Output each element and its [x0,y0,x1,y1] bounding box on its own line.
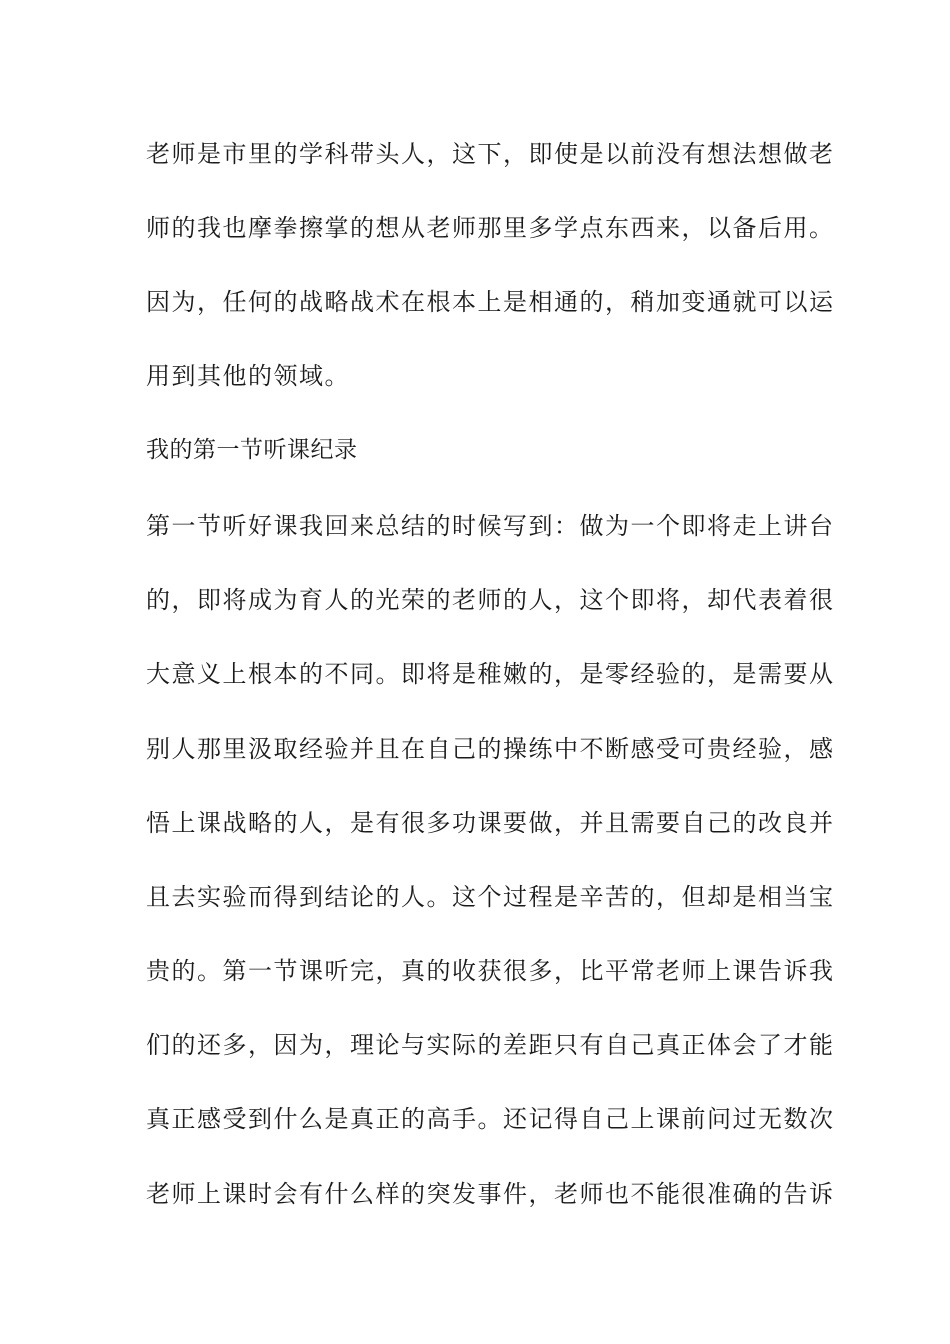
paragraph-2-line-5: 悟上课战略的人，是有很多功课要做，并且需要自己的改良并 [146,809,835,837]
section-heading: 我的第一节听课纪录 [146,437,358,463]
paragraph-2-line-4: 别人那里汲取经验并且在自己的操练中不断感受可贵经验，感 [146,735,835,763]
paragraph-1-line-2: 师的我也摩拳擦掌的想从老师那里多学点东西来，以备后用。 [146,214,835,242]
paragraph-2-line-8: 们的还多，因为，理论与实际的差距只有自己真正体会了才能 [146,1031,835,1059]
paragraph-2-line-6: 且去实验而得到结论的人。这个过程是辛苦的，但却是相当宝 [146,883,835,911]
paragraph-2-line-3: 大意义上根本的不同。即将是稚嫩的，是零经验的，是需要从 [146,660,835,688]
paragraph-1-line-3: 因为，任何的战略战术在根本上是相通的，稍加变通就可以运 [146,288,835,316]
paragraph-1-line-1: 老师是市里的学科带头人，这下，即使是以前没有想法想做老 [146,140,835,168]
paragraph-2-line-9: 真正感受到什么是真正的高手。还记得自己上课前问过无数次 [146,1105,835,1133]
paragraph-2-line-10: 老师上课时会有什么样的突发事件，老师也不能很准确的告诉 [146,1180,835,1208]
paragraph-2-line-2: 的，即将成为育人的光荣的老师的人，这个即将，却代表着很 [146,586,835,614]
paragraph-2-line-1: 第一节听好课我回来总结的时候写到：做为一个即将走上讲台 [146,512,835,540]
paragraph-2-line-7: 贵的。第一节课听完，真的收获很多，比平常老师上课告诉我 [146,957,835,985]
paragraph-1-line-4: 用到其他的领域。 [146,362,350,390]
